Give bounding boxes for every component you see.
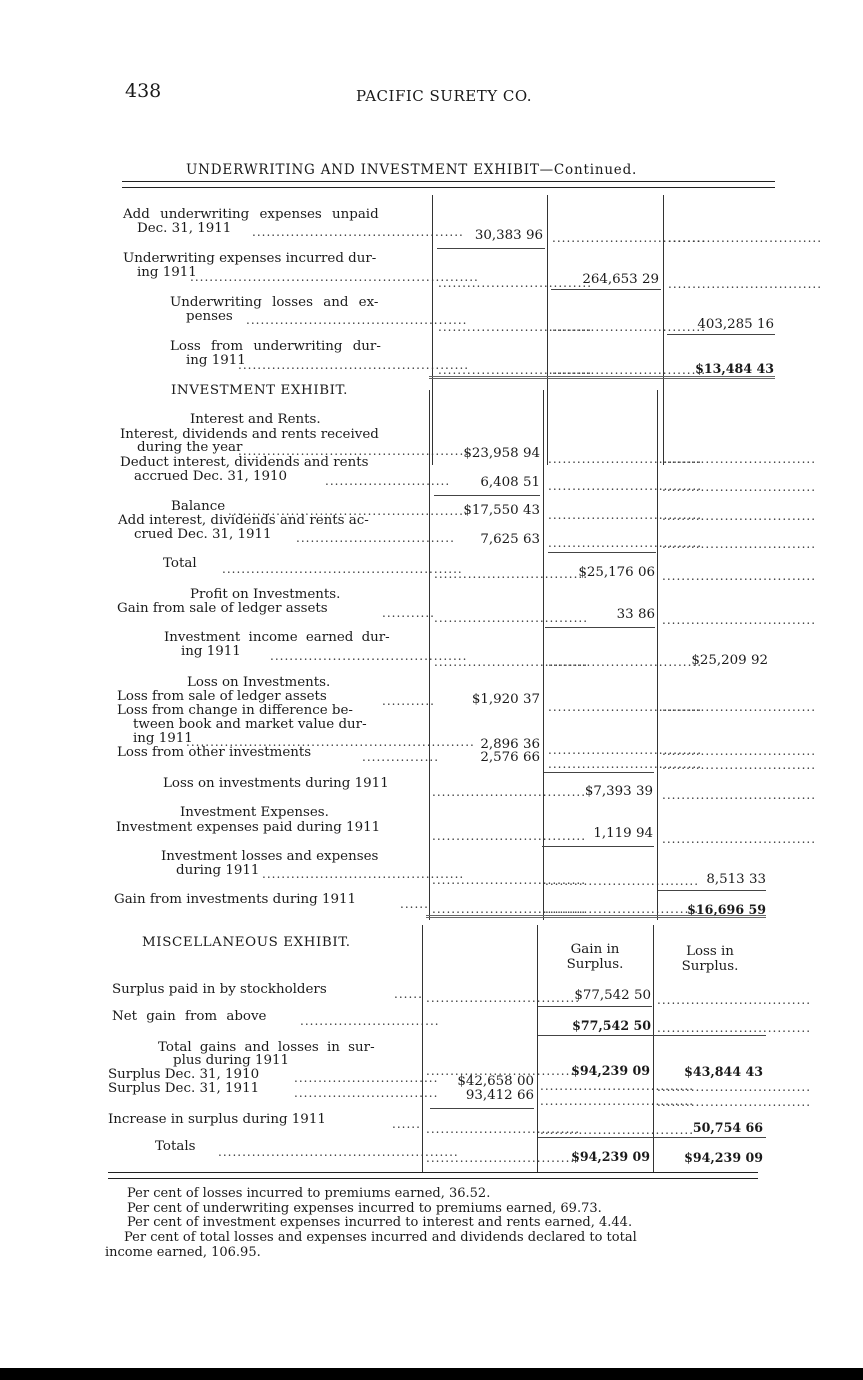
- sum-rule: [538, 1137, 766, 1138]
- row-label: Underwriting expenses incurred dur-: [123, 251, 377, 266]
- leader-dots: ..............................: [294, 1086, 439, 1100]
- amount: 30,383 96: [474, 228, 543, 243]
- leader-dots: ................................: [657, 993, 812, 1007]
- leader-dots: ................................: [668, 231, 823, 245]
- row-label: during the year: [137, 440, 243, 455]
- amount: 2,896 36: [480, 737, 540, 752]
- footnote: Per cent of investment expenses incurred to interest and rents earned, 4.44.: [127, 1215, 633, 1230]
- leader-dots: ................................................: [238, 358, 470, 372]
- row-label: penses: [186, 309, 233, 324]
- leader-dots: ................................: [662, 509, 817, 523]
- leader-dots: ................................: [662, 758, 817, 772]
- leader-dots: ................................: [426, 1122, 581, 1136]
- row-label: Loss from underwriting dur-: [170, 339, 381, 354]
- leader-dots: ................................: [438, 363, 593, 377]
- row-label: Add interest, dividends and rents ac-: [118, 513, 369, 528]
- sum-rule: [548, 552, 656, 553]
- section-heading: MISCELLANEOUS EXHIBIT.: [142, 935, 351, 950]
- leader-dots: ................................................: [238, 444, 470, 458]
- leader-dots: ................................: [548, 452, 703, 466]
- row-label: Gain from investments during 1911: [114, 892, 357, 907]
- leader-dots: ................................: [548, 536, 703, 550]
- row-label: Gain from sale of ledger assets: [117, 601, 328, 616]
- row-label: Dec. 31, 1911: [137, 221, 232, 236]
- column-header-loss: [655, 944, 765, 974]
- column-header-gain: [540, 942, 650, 972]
- leader-dots: ......: [394, 987, 423, 1001]
- leader-dots: ...........: [382, 606, 435, 620]
- row-label: Loss from sale of ledger assets: [117, 689, 327, 704]
- leader-dots: ................................: [434, 611, 589, 625]
- leader-dots: ................................: [432, 785, 587, 799]
- amount: 1,119 94: [593, 826, 653, 841]
- leader-dots: ................................: [548, 700, 703, 714]
- leader-dots: ..................................................: [228, 504, 469, 518]
- amount: $13,484 43: [695, 361, 774, 376]
- row-label: Add underwriting expenses unpaid: [123, 207, 379, 222]
- leader-dots: ................................: [548, 655, 703, 669]
- leader-dots: ................................: [540, 1079, 695, 1093]
- row-label: Deduct interest, dividends and rents: [120, 455, 369, 470]
- amount: $1,920 37: [471, 692, 540, 707]
- sum-rule: [544, 772, 654, 773]
- leader-dots: ................................: [548, 757, 703, 771]
- amount: 50,754 66: [692, 1120, 763, 1135]
- leader-dots: ................................: [548, 479, 703, 493]
- amount: $16,696 59: [687, 902, 766, 917]
- amount: $25,176 06: [578, 565, 655, 580]
- row-label: crued Dec. 31, 1911: [134, 527, 272, 542]
- amount: $77,542 50: [574, 988, 651, 1003]
- row-label: ing 1911: [133, 731, 193, 746]
- footnote: Per cent of losses incurred to premiums earned, 36.52.: [127, 1186, 491, 1201]
- leader-dots: ..........................................: [262, 867, 465, 881]
- subheading: Profit on Investments.: [190, 587, 341, 602]
- amount: 8,513 33: [706, 872, 766, 887]
- amount: 93,412 66: [465, 1088, 534, 1103]
- row-label: Balance: [171, 499, 226, 514]
- col-divider: [422, 925, 423, 1173]
- amount: 403,285 16: [697, 317, 774, 332]
- leader-dots: ................................: [662, 480, 817, 494]
- sum-rule: [437, 248, 545, 249]
- amount: 264,653 29: [582, 272, 659, 287]
- leader-dots: ................................: [657, 1080, 812, 1094]
- leader-dots: ................................: [662, 700, 817, 714]
- exhibit-title: UNDERWRITING AND INVESTMENT EXHIBIT—Continued.: [186, 162, 638, 178]
- subheading: Investment Expenses.: [180, 805, 329, 820]
- leader-dots: ................................: [426, 1151, 581, 1165]
- row-label: Investment expenses paid during 1911: [116, 820, 381, 835]
- amount: $77,542 50: [572, 1018, 651, 1033]
- row-label: Surplus Dec. 31, 1910: [108, 1067, 260, 1082]
- leader-dots: ..................................................: [222, 562, 463, 576]
- leader-dots: ................................: [662, 832, 817, 846]
- leader-dots: ................................: [438, 276, 593, 290]
- amount: $94,239 09: [684, 1150, 763, 1165]
- column-header-line: Surplus.: [566, 957, 624, 972]
- double-rule: [429, 376, 775, 379]
- leader-dots: ................................: [438, 320, 593, 334]
- row-label: Surplus paid in by stockholders: [112, 982, 327, 997]
- sum-rule: [538, 1035, 766, 1036]
- column-header-line: Gain in: [570, 942, 620, 957]
- amount: $23,958 94: [463, 446, 540, 461]
- sum-rule: [542, 846, 654, 847]
- top-rule-2: [122, 187, 775, 188]
- leader-dots: ................................: [662, 452, 817, 466]
- leader-dots: ................................: [432, 829, 587, 843]
- leader-dots: ................: [362, 750, 440, 764]
- row-label: Increase in surplus during 1911: [108, 1112, 326, 1127]
- row-label: tween book and market value dur-: [133, 717, 367, 732]
- amount: $7,393 39: [584, 784, 653, 799]
- row-label: accrued Dec. 31, 1910: [134, 469, 288, 484]
- amount: 2,576 66: [480, 750, 540, 765]
- leader-dots: ................................: [434, 655, 589, 669]
- row-label: during 1911: [176, 863, 260, 878]
- sum-rule: [545, 627, 655, 628]
- amount: $25,209 92: [691, 653, 768, 668]
- leader-dots: ..............................................: [246, 313, 468, 327]
- row-label: Investment losses and expenses: [161, 849, 379, 864]
- bottom-rule-2: [108, 1178, 758, 1179]
- subheading: Loss on Investments.: [187, 675, 331, 690]
- amount: 7,625 63: [480, 532, 540, 547]
- row-label: plus during 1911: [173, 1053, 290, 1068]
- row-label: Loss from change in difference be-: [117, 703, 353, 718]
- leader-dots: ............................................................: [190, 270, 479, 284]
- amount: $42,658 00: [457, 1074, 534, 1089]
- row-label: ing 1911: [137, 265, 197, 280]
- amount: $94,239 09: [571, 1063, 650, 1078]
- section-heading: INVESTMENT EXHIBIT.: [171, 383, 348, 398]
- leader-dots: .........................................: [270, 649, 468, 663]
- sum-rule: [551, 289, 661, 290]
- row-label: Total: [163, 556, 197, 571]
- amount: $43,844 43: [684, 1064, 763, 1079]
- leader-dots: ................................: [426, 1064, 581, 1078]
- leader-dots: ................................: [540, 1123, 695, 1137]
- row-label: Loss from other investments: [117, 745, 312, 760]
- footnote: income earned, 106.95.: [105, 1245, 261, 1260]
- leader-dots: ..........................: [325, 474, 451, 488]
- sum-rule: [658, 890, 766, 891]
- row-label: Interest, dividends and rents received: [120, 427, 379, 442]
- leader-dots: ................................: [545, 874, 700, 888]
- row-label: Totals: [155, 1139, 196, 1154]
- leader-dots: ................................: [432, 902, 587, 916]
- leader-dots: ................................: [548, 508, 703, 522]
- leader-dots: ...........: [382, 694, 435, 708]
- running-head: PACIFIC SURETY CO.: [356, 87, 533, 105]
- row-label: Total gains and losses in sur-: [158, 1040, 375, 1055]
- leader-dots: ............................................: [252, 225, 464, 239]
- row-label: Investment income earned dur-: [164, 630, 390, 645]
- leader-dots: ..................................................: [218, 1145, 459, 1159]
- leader-dots: ................................: [426, 991, 581, 1005]
- bottom-rule: [108, 1172, 758, 1173]
- column-header-line: Surplus.: [681, 959, 739, 974]
- subheading: Interest and Rents.: [190, 412, 321, 427]
- leader-dots: ................................: [662, 788, 817, 802]
- leader-dots: ................................: [548, 743, 703, 757]
- leader-dots: ................................: [657, 1095, 812, 1109]
- column-header-line: Loss in: [686, 944, 734, 959]
- sum-rule: [430, 1108, 534, 1109]
- row-label: ing 1911: [181, 644, 241, 659]
- row-label: Surplus Dec. 31, 1911: [108, 1081, 260, 1096]
- leader-dots: ................................: [432, 873, 587, 887]
- row-label: ing 1911: [186, 353, 246, 368]
- leader-dots: ................................: [552, 231, 707, 245]
- leader-dots: ............................................................: [186, 735, 475, 749]
- footnote: Per cent of total losses and expenses incurred and dividends declared to total: [124, 1230, 637, 1245]
- amount: 6,408 51: [480, 475, 540, 490]
- row-label: Loss on investments during 1911: [163, 776, 389, 791]
- leader-dots: ................................: [552, 363, 707, 377]
- leader-dots: ......: [392, 1117, 421, 1131]
- footnote: Per cent of underwriting expenses incurred to premiums earned, 69.73.: [127, 1201, 602, 1216]
- amount: 33 86: [616, 607, 655, 622]
- row-label: Underwriting losses and ex-: [170, 295, 379, 310]
- amount: $94,239 09: [571, 1149, 650, 1164]
- leader-dots: .................................: [296, 531, 455, 545]
- sum-rule: [667, 334, 775, 335]
- sum-rule: [538, 1006, 652, 1007]
- leader-dots: ................................: [662, 613, 817, 627]
- sum-rule: [434, 495, 540, 496]
- top-rule: [122, 181, 775, 182]
- leader-dots: ......: [400, 897, 429, 911]
- leader-dots: ..............................: [294, 1071, 439, 1085]
- leader-dots: ................................: [657, 1021, 812, 1035]
- leader-dots: ................................: [662, 744, 817, 758]
- leader-dots: ................................: [434, 567, 589, 581]
- leader-dots: ................................: [540, 1094, 695, 1108]
- leader-dots: ................................: [662, 569, 817, 583]
- leader-dots: ................................: [545, 902, 700, 916]
- double-rule: [426, 915, 766, 918]
- amount: $17,550 43: [463, 503, 540, 518]
- leader-dots: ................................: [668, 277, 823, 291]
- scan-edge: [0, 1368, 863, 1380]
- leader-dots: .............................: [300, 1014, 440, 1028]
- page-number: 438: [125, 80, 162, 102]
- row-label: Net gain from above: [112, 1009, 267, 1024]
- leader-dots: ................................: [662, 537, 817, 551]
- leader-dots: ................................: [552, 320, 707, 334]
